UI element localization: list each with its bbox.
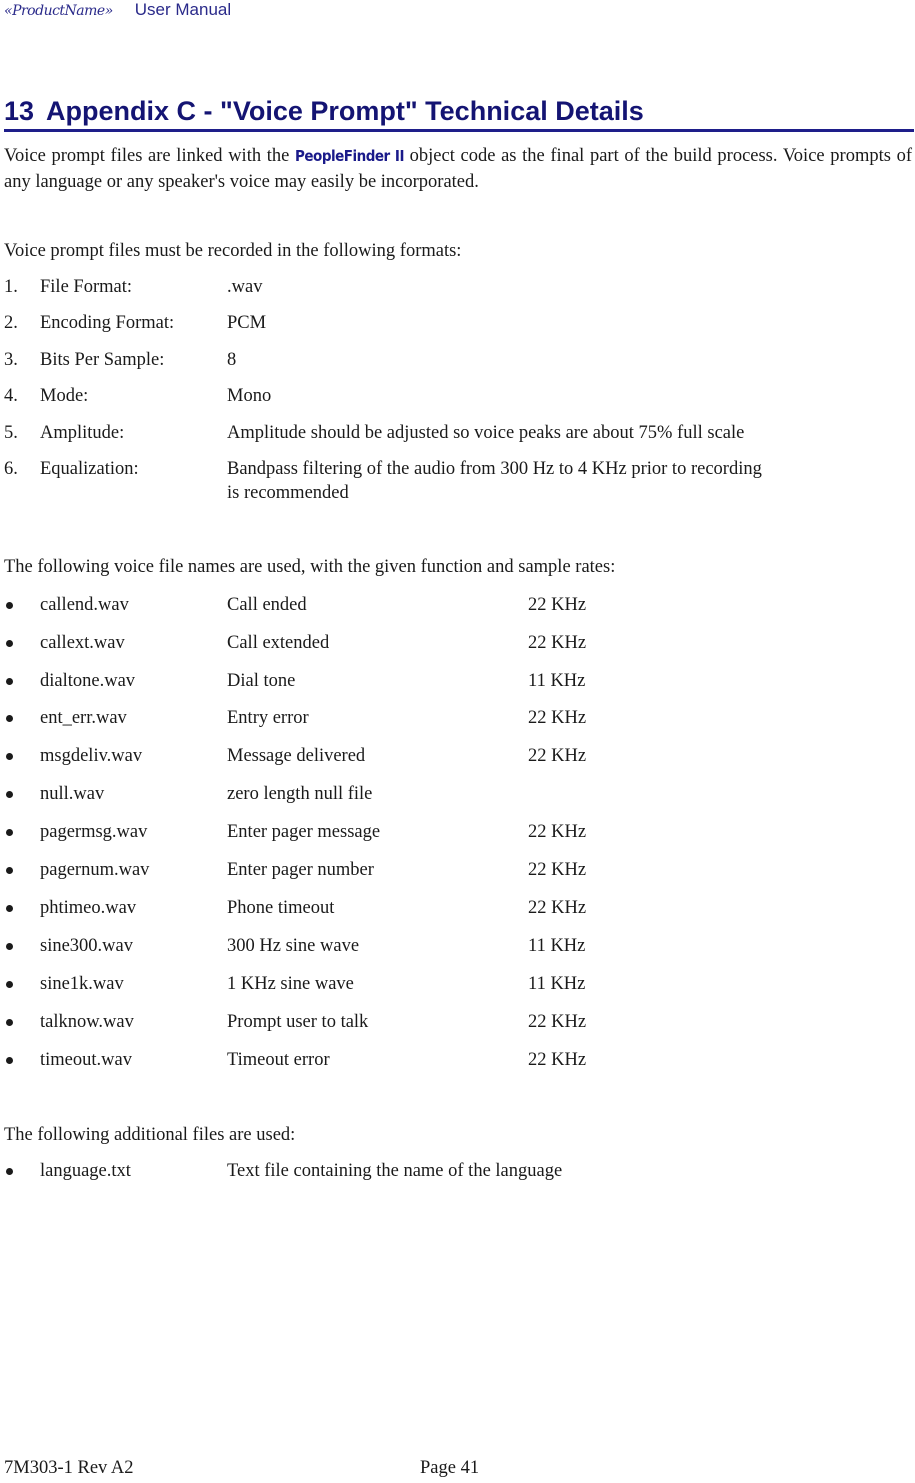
voice-file-function: Enter pager message bbox=[227, 822, 381, 842]
additional-files-intro: The following additional files are used: bbox=[4, 1125, 296, 1145]
bullet-icon bbox=[6, 1057, 13, 1064]
bullet-icon bbox=[6, 602, 13, 609]
voice-files-intro: The following voice file names are used, with the given function and sample rates: bbox=[4, 557, 616, 577]
bullet-icon bbox=[6, 981, 13, 988]
format-value: Amplitude should be adjusted so voice peaks are about 75% full scale bbox=[227, 423, 745, 443]
voice-file-rate: 11 KHz bbox=[528, 974, 586, 994]
format-value: .wav bbox=[227, 277, 263, 297]
bullet-icon bbox=[6, 678, 13, 685]
voice-file-name: sine300.wav bbox=[40, 936, 133, 956]
voice-file-rate: 22 KHz bbox=[528, 860, 587, 880]
voice-file-name: pagermsg.wav bbox=[40, 822, 148, 842]
voice-file-function: Message delivered bbox=[227, 746, 366, 766]
voice-file-function: zero length null file bbox=[227, 784, 373, 804]
footer-doc-revision: 7M303-1 Rev A2 bbox=[4, 1458, 134, 1478]
bullet-icon bbox=[6, 1019, 13, 1026]
manual-label: User Manual bbox=[134, 0, 232, 19]
bullet-icon bbox=[6, 715, 13, 722]
voice-file-name: phtimeo.wav bbox=[40, 898, 137, 918]
bullet-icon bbox=[6, 640, 13, 647]
voice-file-rate: 22 KHz bbox=[528, 822, 587, 842]
voice-file-function: Call extended bbox=[227, 633, 330, 653]
format-number: 5. bbox=[4, 423, 18, 443]
voice-file-function: Timeout error bbox=[227, 1050, 330, 1070]
voice-file-name: ent_err.wav bbox=[40, 708, 127, 728]
footer-page-number: Page 41 bbox=[420, 1458, 480, 1478]
voice-file-name: msgdeliv.wav bbox=[40, 746, 143, 766]
format-value: Bandpass filtering of the audio from 300 Hz to 4 KHz prior to recording bbox=[227, 459, 762, 479]
page-header bbox=[4, 0, 231, 22]
voice-file-function: Entry error bbox=[227, 708, 309, 728]
voice-file-rate: 22 KHz bbox=[528, 746, 587, 766]
voice-file-name: timeout.wav bbox=[40, 1050, 132, 1070]
intro-text-after: object code as the final part of the build process. Voice prompts of any language or any speaker's voice may easily be incorporated. bbox=[4, 146, 912, 192]
voice-file-name: pagernum.wav bbox=[40, 860, 150, 880]
voice-file-name: null.wav bbox=[40, 784, 105, 804]
additional-file-name: language.txt bbox=[40, 1161, 131, 1181]
voice-file-rate: 22 KHz bbox=[528, 1050, 587, 1070]
voice-file-function: Enter pager number bbox=[227, 860, 374, 880]
format-number: 6. bbox=[4, 459, 18, 479]
format-label: Amplitude: bbox=[40, 423, 125, 443]
format-value: Mono bbox=[227, 386, 272, 406]
voice-file-name: sine1k.wav bbox=[40, 974, 124, 994]
voice-file-rate: 22 KHz bbox=[528, 633, 587, 653]
voice-file-function: 1 KHz sine wave bbox=[227, 974, 354, 994]
voice-file-rate: 22 KHz bbox=[528, 1012, 587, 1032]
voice-file-rate: 22 KHz bbox=[528, 898, 587, 918]
bullet-icon bbox=[6, 905, 13, 912]
bullet-icon bbox=[6, 753, 13, 760]
product-name-field: «ProductName» bbox=[4, 3, 113, 19]
voice-file-rate: 22 KHz bbox=[528, 708, 587, 728]
format-number: 4. bbox=[4, 386, 18, 406]
section-heading bbox=[4, 96, 914, 132]
bullet-icon bbox=[6, 791, 13, 798]
format-number: 3. bbox=[4, 350, 18, 370]
bullet-icon bbox=[6, 829, 13, 836]
voice-file-function: Dial tone bbox=[227, 671, 296, 691]
format-value: PCM bbox=[227, 313, 267, 333]
intro-text-before: Voice prompt files are linked with the bbox=[4, 146, 296, 166]
voice-file-function: Phone timeout bbox=[227, 898, 335, 918]
format-label: File Format: bbox=[40, 277, 132, 297]
section-number: 13 bbox=[4, 96, 35, 126]
format-number: 1. bbox=[4, 277, 18, 297]
voice-file-function: 300 Hz sine wave bbox=[227, 936, 360, 956]
format-label: Bits Per Sample: bbox=[40, 350, 165, 370]
format-label: Mode: bbox=[40, 386, 89, 406]
voice-file-rate: 11 KHz bbox=[528, 671, 586, 691]
section-title: Appendix C - "Voice Prompt" Technical Details bbox=[46, 96, 644, 126]
voice-file-name: callend.wav bbox=[40, 595, 129, 615]
format-value-continued: is recommended bbox=[227, 483, 349, 503]
voice-file-function: Prompt user to talk bbox=[227, 1012, 369, 1032]
bullet-icon bbox=[6, 943, 13, 950]
format-label: Encoding Format: bbox=[40, 313, 175, 333]
formats-intro: Voice prompt files must be recorded in the following formats: bbox=[4, 241, 462, 261]
additional-file-description: Text file containing the name of the language bbox=[227, 1161, 563, 1181]
voice-file-rate: 11 KHz bbox=[528, 936, 586, 956]
format-label: Equalization: bbox=[40, 459, 139, 479]
voice-file-name: talknow.wav bbox=[40, 1012, 134, 1032]
voice-file-name: dialtone.wav bbox=[40, 671, 136, 691]
voice-file-rate: 22 KHz bbox=[528, 595, 587, 615]
bullet-icon bbox=[6, 867, 13, 874]
voice-file-name: callext.wav bbox=[40, 633, 125, 653]
bullet-icon bbox=[6, 1168, 13, 1175]
format-number: 2. bbox=[4, 313, 18, 333]
brand-name: PeopleFinder II bbox=[295, 147, 404, 165]
intro-paragraph bbox=[4, 143, 912, 195]
voice-file-function: Call ended bbox=[227, 595, 307, 615]
format-value: 8 bbox=[227, 350, 237, 370]
